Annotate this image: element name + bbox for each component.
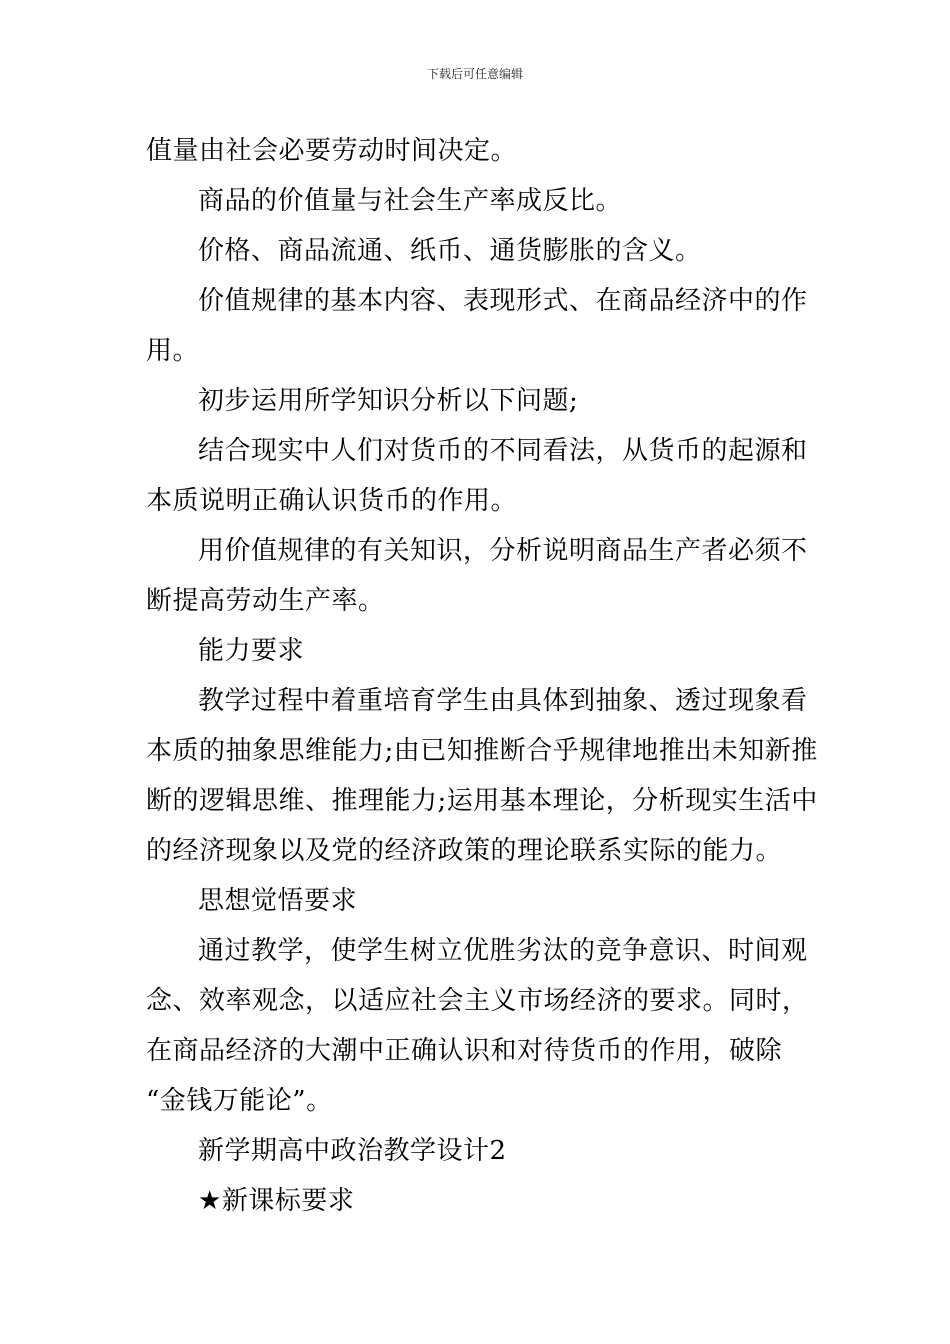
text-line: 教学过程中着重培育学生由具体到抽象、透过现象看 [198, 686, 808, 716]
text-line: 用。 [146, 336, 200, 366]
section-title: 新学期高中政治教学设计2 [198, 1136, 507, 1166]
text-line: 商品的价值量与社会生产率成反比。 [198, 186, 623, 216]
text-line: “金钱万能论”。 [146, 1086, 333, 1116]
text-line: 通过教学，使学生树立优胜劣汰的竞争意识、时间观 [198, 936, 808, 966]
section-heading: 能力要求 [198, 636, 305, 666]
text-line: 断的逻辑思维、推理能力;运用基本理论，分析现实生活中 [146, 786, 818, 816]
text-line: 在商品经济的大潮中正确认识和对待货币的作用，破除 [146, 1036, 783, 1066]
text-line: 结合现实中人们对货币的不同看法，从货币的起源和 [198, 436, 808, 466]
text-line: 断提高劳动生产率。 [146, 586, 385, 616]
section-heading-label: 新课标要求 [221, 1186, 355, 1216]
text-line: 本质说明正确认识货币的作用。 [146, 486, 518, 516]
text-line: 念、效率观念，以适应社会主义市场经济的要求。同时， [146, 986, 809, 1016]
text-line: 本质的抽象思维能力;由已知推断合乎规律地推出未知新推 [146, 736, 818, 766]
section-heading [146, 1176, 808, 1226]
text-line: 初步运用所学知识分析以下问题; [198, 386, 579, 416]
text-line: 价值规律的基本内容、表现形式、在商品经济中的作 [198, 286, 808, 316]
header-note: 下载后可任意编辑 [426, 67, 523, 81]
text-line: 用价值规律的有关知识，分析说明商品生产者必须不 [198, 536, 808, 566]
section-heading: 思想觉悟要求 [198, 886, 358, 916]
text-line: 价格、商品流通、纸币、通货膨胀的含义。 [198, 236, 702, 266]
text-line: 值量由社会必要劳动时间决定。 [146, 136, 518, 166]
star-icon: ★ [198, 1186, 222, 1216]
text-line: 的经济现象以及党的经济政策的理论联系实际的能力。 [146, 836, 783, 866]
body-text [146, 126, 818, 1226]
